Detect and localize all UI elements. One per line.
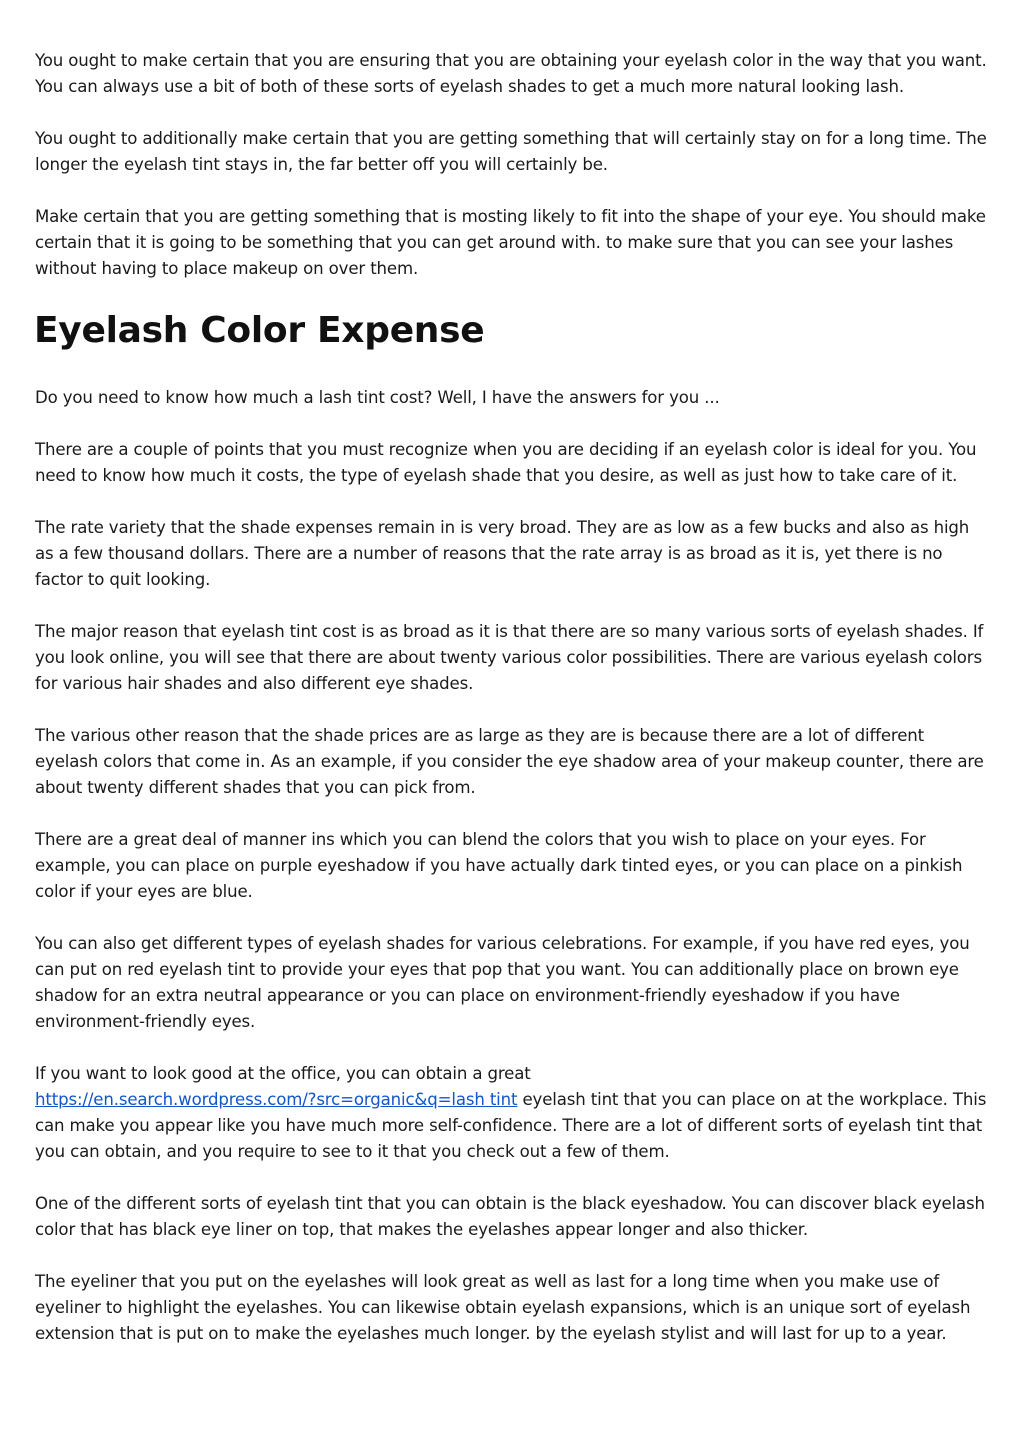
closing-paragraph-2: The eyeliner that you put on the eyelashes will look great as well as last for a long time when you make use of eyeliner to highlight the eyelashes. You can likewise obtain eyelash expansions, which is an unique sort of eyelash extension that is put on to make the eyelashes much longer. by the eyelash stylist and will last for up to a year. [35,1272,971,1343]
section-paragraph-6: There are a great deal of manner ins which you can blend the colors that you wish to place on your eyes. For example, you can place on purple eyeshadow if you have actually dark tinted eyes, or you can place on a pinkish color if your eyes are blue. [35,830,963,901]
intro-paragraph-2: You ought to additionally make certain that you are getting something that will certainly stay on for a long time. The longer the eyelash tint stays in, the far better off you will certainly be. [35,129,987,174]
document-page [35,48,990,1373]
section-heading: Eyelash Color Expense [34,310,485,351]
section-paragraph-5: The various other reason that the shade prices are as large as they are is because there are a lot of different eyelash colors that come in. As an example, if you consider the eye shadow area of your makeup counter, there are about twenty different shades that you can pick from. [35,726,984,797]
closing-paragraph-1: One of the different sorts of eyelash tint that you can obtain is the black eyeshadow. You can discover black eyelash color that has black eye liner on top, that makes the eyelashes appear longer and also thicker. [35,1194,985,1239]
link-paragraph-before: If you want to look good at the office, you can obtain a great [35,1064,531,1083]
intro-paragraph-1: You ought to make certain that you are ensuring that you are obtaining your eyelash color in the way that you want. You can always use a bit of both of these sorts of eyelash shades to get a much more natural looking lash. [35,51,987,96]
section-paragraph-4: The major reason that eyelash tint cost is as broad as it is that there are so many various sorts of eyelash shades. If you look online, you will see that there are about twenty various color possibilities. There are various eyelash colors for various hair shades and also different eye shades. [35,622,984,693]
link-paragraph-after: eyelash tint that you can place on at the workplace. This can make you appear like you have much more self-confidence. There are a lot of different sorts of eyelash tint that you can obtain, and you require to see to it that you check out a few of them. [35,1090,987,1161]
section-paragraph-2: There are a couple of points that you must recognize when you are deciding if an eyelash color is ideal for you. You need to know how much it costs, the type of eyelash shade that you desire, as well as just how to take care of it. [35,440,977,485]
section-paragraph-1: Do you need to know how much a lash tint cost? Well, I have the answers for you ... [35,388,720,407]
link-paragraph [35,1061,990,1165]
section-paragraph-3: The rate variety that the shade expenses remain in is very broad. They are as low as a few bucks and also as high as a few thousand dollars. There are a number of reasons that the rate array is as broad as it is, yet there is no factor to quit looking. [35,518,970,589]
intro-paragraph-3: Make certain that you are getting something that is mosting likely to fit into the shape of your eye. You should make certain that it is going to be something that you can get around with. to make sure that you can see your lashes without having to place makeup on over them. [35,207,986,278]
section-paragraph-7: You can also get different types of eyelash shades for various celebrations. For example, if you have red eyes, you can put on red eyelash tint to provide your eyes that pop that you want. You can additionally place on brown eye shadow for an extra neutral appearance or you can place on environment-friendly eyeshadow if you have environment-friendly eyes. [35,934,970,1031]
lash-tint-link[interactable]: https://en.search.wordpress.com/?src=organic&q=lash tint [35,1090,518,1109]
